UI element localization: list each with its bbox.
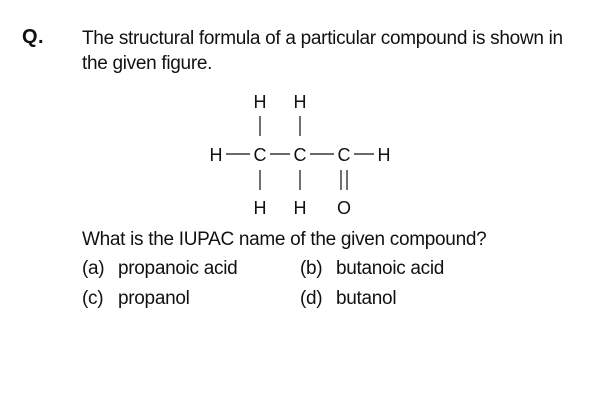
option-a-text: propanoic acid bbox=[118, 258, 238, 279]
option-d[interactable] bbox=[300, 288, 396, 310]
option-c-letter: (c) bbox=[82, 288, 104, 309]
option-a-letter: (a) bbox=[82, 258, 105, 279]
atom-c1: C bbox=[253, 145, 267, 165]
option-c[interactable] bbox=[82, 288, 190, 310]
atom-h-top-2: H bbox=[293, 92, 307, 112]
atom-h-bottom-1: H bbox=[253, 198, 267, 218]
option-b-text: butanoic acid bbox=[336, 258, 445, 279]
option-b-letter: (b) bbox=[300, 258, 323, 279]
atom-h-right: H bbox=[377, 145, 391, 165]
atom-c3: C bbox=[337, 145, 351, 165]
option-b[interactable] bbox=[300, 258, 444, 280]
option-d-letter: (d) bbox=[300, 288, 323, 309]
question-stem: The structural formula of a particular compound is shown in the given figure. bbox=[82, 28, 563, 74]
atom-c2: C bbox=[293, 145, 307, 165]
atom-h-top-1: H bbox=[253, 92, 267, 112]
option-d-text: butanol bbox=[336, 288, 397, 309]
atom-h-left: H bbox=[209, 145, 223, 165]
question-number: Q. bbox=[22, 26, 45, 48]
option-a[interactable] bbox=[82, 258, 237, 280]
atom-h-bottom-2: H bbox=[293, 198, 307, 218]
option-c-text: propanol bbox=[118, 288, 190, 309]
atom-o: O bbox=[336, 198, 352, 218]
question-prompt: What is the IUPAC name of the given compound? bbox=[82, 229, 487, 250]
